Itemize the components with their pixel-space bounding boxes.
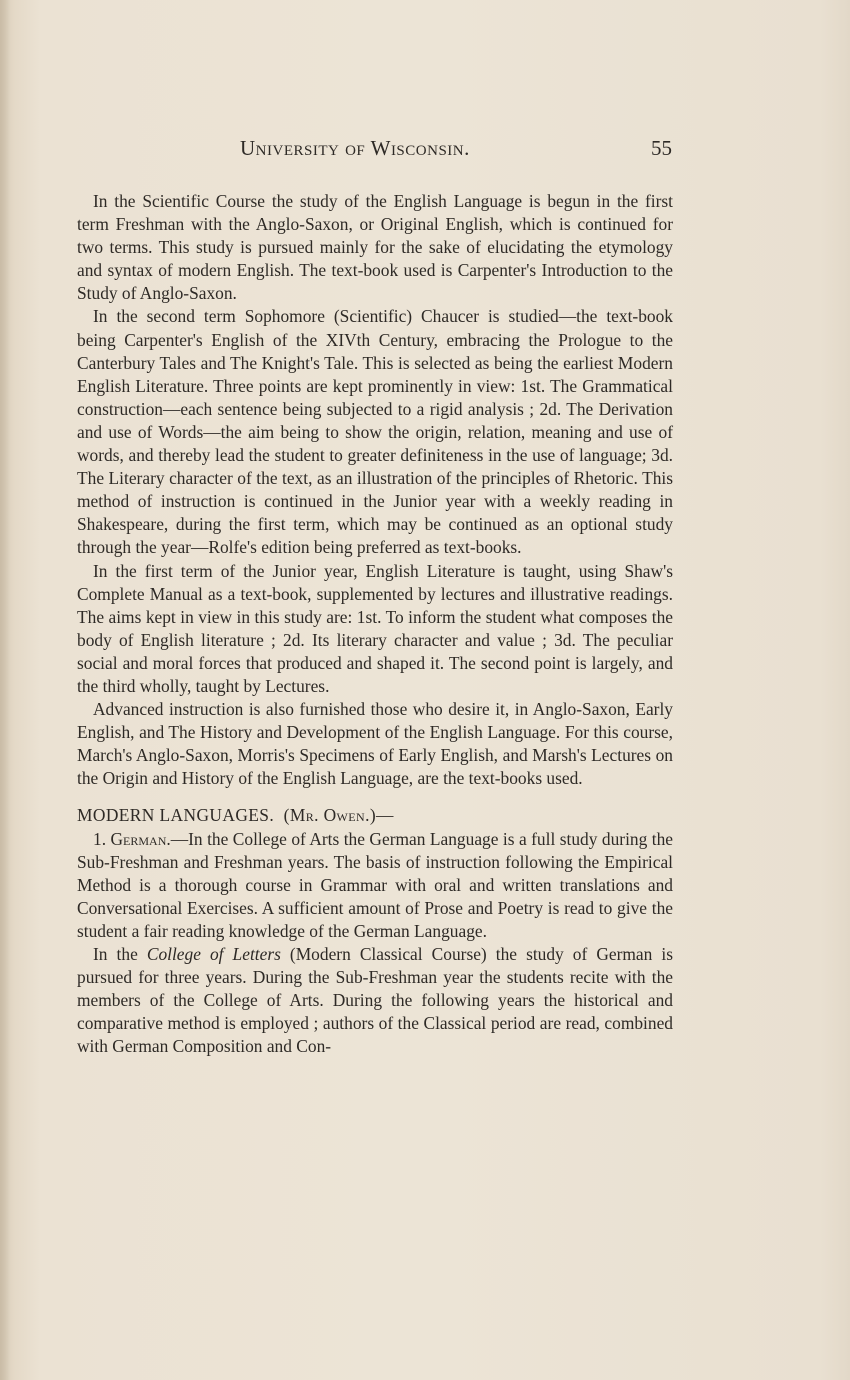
german-subsection-text: —In the College of Arts the German Language is a full study during the Sub-Freshman and Freshman years. The basis of instruction following the Empirical Method is a thorough course in Grammar with oral and written translations and Conversational Exercises. A sufficient amount of Prose and Poetry is read to give the student a fair reading knowledge of the German Language. [77, 828, 673, 941]
paragraph-german-college-of-arts [77, 828, 673, 943]
paragraph-english-literature: In the first term of the Junior year, English Literature is taught, using Shaw's Complete Manual as a text-book, supplemented by lectures and illustrative readings. The aims kept in view in this study are: 1st. To inform the student what composes the body of English literature ; 2d. Its literary character and value ; 3d. The peculiar social and moral forces that produced and shaped it. The second point is largely, and the third wholly, taught by Lectures. [77, 560, 673, 696]
page-binding-shadow [0, 0, 10, 1380]
section-heading-instructor: (Mr. Owen.)— [283, 805, 394, 826]
page-header [78, 136, 672, 166]
letters-lead: In the [93, 944, 147, 964]
paragraph-chaucer-study: In the second term Sophomore (Scientific) Chaucer is studied—the text-book being Carpenter's English of the XIVth Century, embracing the Prologue to the Canterbury Tales and The Knight's Tale. This is selected as being the earliest Modern English Literature. Three points are kept prominently in view: 1st. The Grammatical construction—each sentence being subjected to a rigid analysis ; 2d. The Derivation and use of Words—the aim being to show the origin, relation, meaning and use of words, and thereby lead the student to greater definiteness in the use of language; 3d. The Literary character of the text, as an illustration of the principles of Rhetoric. This method of instruction is continued in the Junior year with a weekly reading in Shakespeare, during the first term, which may be continued as an optional study through the year—Rolfe's edition being preferred as text-books. [77, 306, 673, 558]
paragraph-english-scientific-course: In the Scientific Course the study of the English Language is begun in the first term Freshman with the Anglo-Saxon, or Original English, which is continued for two terms. This study is pursued mainly for the sake of elucidating the etymology and syntax of modern English. The text-book used is Carpenter's Introduction to the Study of Anglo-Saxon. [77, 191, 673, 304]
section-heading-modern-languages [77, 804, 673, 827]
running-title: University of Wisconsin. [240, 136, 470, 160]
section-heading-title: MODERN LANGUAGES. [77, 805, 275, 826]
page-number: 55 [651, 136, 672, 160]
letters-text: (Modern Classical Course) the study of German is pursued for three years. During the Sub-Freshman year the students recite with the members of the College of Arts. During the following years the historical and comparative method is employed ; authors of the Classical period are read, combined with German Composition and Con- [77, 944, 673, 1057]
body-text [77, 190, 673, 1058]
german-subsection-label: 1. German. [93, 828, 171, 849]
paragraph-advanced-instruction: Advanced instruction is also furnished those who desire it, in Anglo-Saxon, Early English, and The History and Development of the English Language. For this course, March's Anglo-Saxon, Morris's Specimens of Early English, and Marsh's Lectures on the Origin and History of the English Language, are the text-books used. [77, 699, 673, 789]
paragraph-german-college-of-letters [77, 943, 673, 1058]
college-of-letters-title: College of Letters [146, 944, 281, 964]
